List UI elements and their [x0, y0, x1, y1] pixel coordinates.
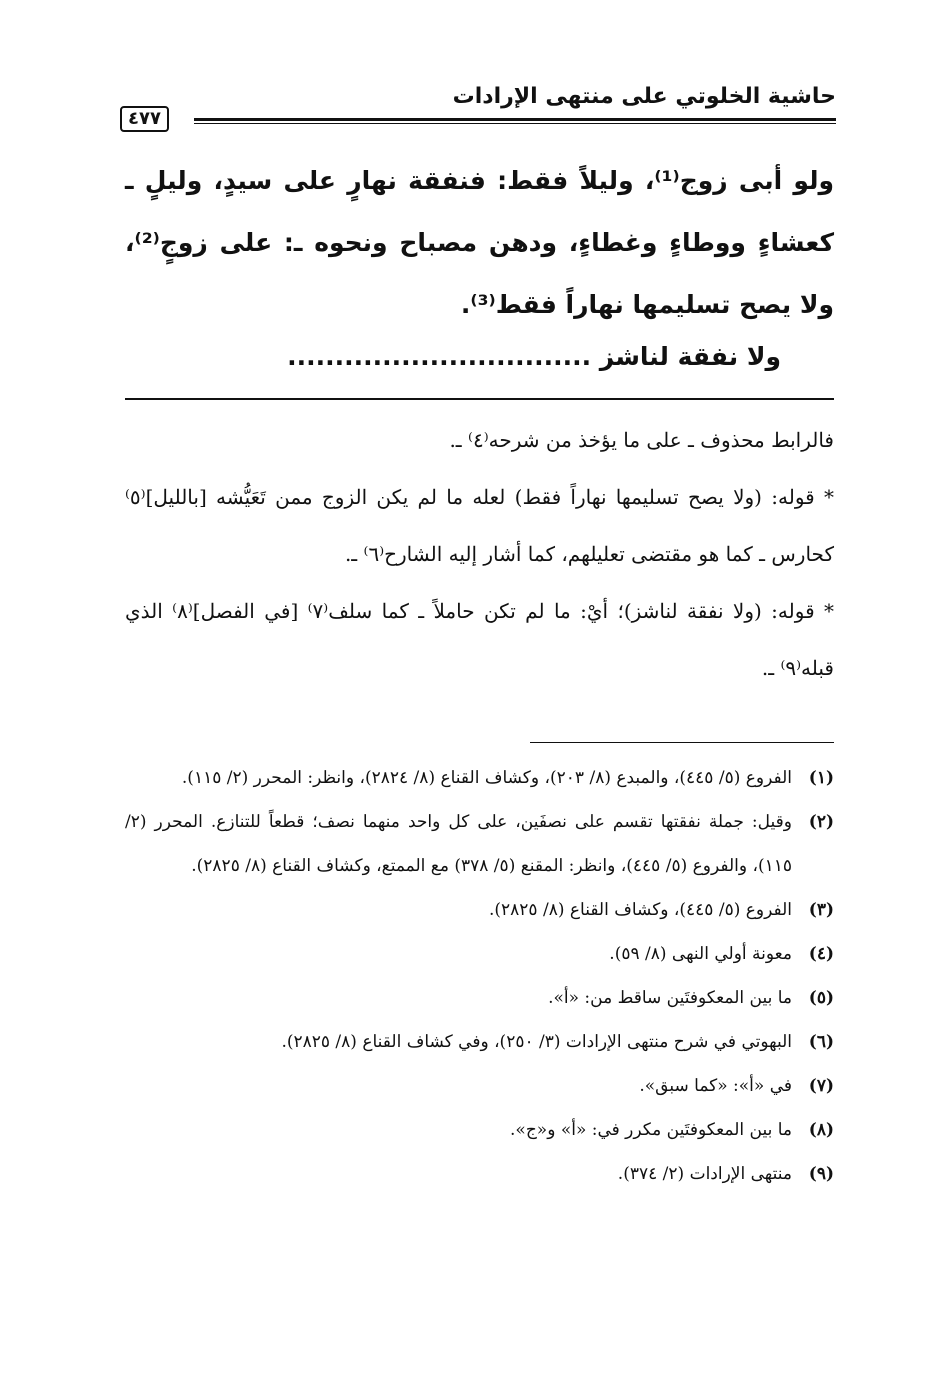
header-rule [194, 118, 836, 121]
footnote [125, 1152, 834, 1196]
footnote-text: معونة أولي النهى (٨/ ٥٩). [609, 944, 792, 964]
footnote [125, 800, 834, 888]
footnote [125, 932, 834, 976]
running-title: حاشية الخلوتي على منتهى الإرادات [452, 84, 836, 109]
footnote-text: ما بين المعكوفتَين مكرر في: «أ» و«ج». [510, 1120, 792, 1140]
footnote [125, 1020, 834, 1064]
footnote-number: (٢) [808, 812, 834, 832]
footnote [125, 976, 834, 1020]
footnote-number: (٣) [808, 900, 834, 920]
footnote [125, 888, 834, 932]
footnote [125, 1064, 834, 1108]
footnote-rule [530, 742, 834, 743]
footnote-text: البهوتي في شرح منتهى الإرادات (٣/ ٢٥٠)، وفي كشاف القناع (٨/ ٢٨٢٥). [281, 1032, 792, 1052]
footnote-number: (١) [808, 768, 834, 788]
footnote-number: (٦) [808, 1032, 834, 1052]
footnote-number: (٨) [808, 1120, 834, 1140]
commentary-paragraph: * قوله: (ولا نفقة لناشز)؛ أيْ: ما لم تكن حاملاً ـ كما سلف⁽٧⁾ [في الفصل]⁽٨⁾ الذي قبله⁽٩⁾ ـ. [125, 599, 835, 680]
commentary-block [125, 412, 834, 697]
footnote-text: الفروع (٥/ ٤٤٥)، وكشاف القناع (٨/ ٢٨٢٥). [488, 900, 792, 920]
footnote-text: الفروع (٥/ ٤٤٥)، والمبدع (٨/ ٢٠٣)، وكشاف القناع (٨/ ٢٨٢٤)، وانظر: المحرر (٢/ ١١٥). [181, 768, 792, 788]
dot-leader: ................................ [287, 342, 592, 371]
matn-text-block [125, 150, 834, 336]
commentary-paragraph: فالرابط محذوف ـ على ما يؤخذ من شرحه⁽٤⁾ ـ. [449, 428, 834, 452]
matn-entry-text: ولا نفقة لناشز [599, 342, 781, 371]
page-number: ٤٧٧ [120, 106, 169, 132]
footnotes [125, 756, 834, 1196]
header-rule-thin [194, 123, 836, 124]
footnote [125, 1108, 834, 1152]
footnote-number: (٧) [808, 1076, 834, 1096]
footnote-text: ما بين المعكوفتَين ساقط من: «أ». [548, 988, 792, 1008]
matn-paragraph: ولو أبى زوج⁽¹⁾، وليلاً فقط: فنفقة نهارٍ على سيدٍ، وليلٍ ـ كعشاءٍ ووطاءٍ وغطاءٍ، ودهن مصباح ونحوه ـ: على زوجٍ⁽²⁾، ولا يصح تسليمها نهاراً فقط⁽³⁾. [125, 166, 834, 319]
page-header [120, 78, 836, 129]
footnote-number: (٩) [808, 1164, 834, 1184]
footnote-text: وقيل: جملة نفقتها تقسم على نصفَين، على كل واحد منهما نصف؛ قطعاً للتنازع. المحرر (٢/ ١١٥)، والفروع (٥/ ٤٤٥)، وانظر: المقنع (٥/ ٣٧٨) مع الممتع، وكشاف القناع (٨/ ٢٨٢٥). [125, 812, 792, 876]
footnote-text: في «أ»: «كما سبق». [639, 1076, 792, 1096]
footnote-text: منتهى الإرادات (٢/ ٣٧٤). [617, 1164, 792, 1184]
footnote-number: (٤) [808, 944, 834, 964]
footnote [125, 756, 834, 800]
matn-entry [125, 342, 781, 371]
commentary-paragraph: * قوله: (ولا يصح تسليمها نهاراً فقط) لعله ما لم يكن الزوج ممن تَعَيُّشه [بالليل]⁽٥⁾ كحارس ـ كما هو مقتضى تعليلهم، كما أشار إليه الشارح⁽٦⁾ ـ. [125, 485, 834, 566]
section-divider [125, 398, 834, 400]
footnote-number: (٥) [808, 988, 834, 1008]
